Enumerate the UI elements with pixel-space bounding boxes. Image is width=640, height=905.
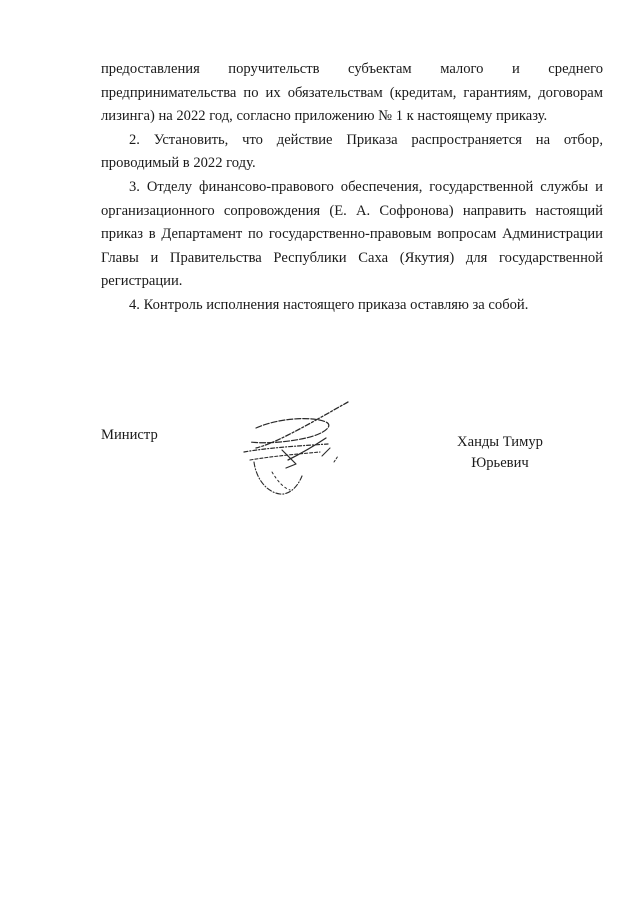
signatory-name-line-2: Юрьевич [471,455,529,471]
paragraph-3: 3. Отделу финансово-правового обеспечения, государственной службы и организационного сопровождения (Е. А. Софронова) направить настоящий приказ в Департамент по государственно-правовым вопросам Администрации Главы и Правительства Республики Саха (Якутия) для государственной регистрации. [101,178,603,290]
handwritten-signature [226,398,356,504]
signatory-name-line-1: Ханды Тимур [457,434,543,450]
paragraph-4: 4. Контроль исполнения настоящего приказа оставляю за собой. [129,296,529,313]
paragraph-2: 2. Установить, что действие Приказа распространяется на отбор, проводимый в 2022 году. [101,131,603,172]
signatory-title: Министр [101,427,158,443]
signatory-name [446,432,554,474]
paragraph-1: предоставления поручительств субъектам малого и среднего предпринимательства по их обязательствам (кредитам, гарантиям, договорам лизинга) на 2022 год, согласно приложению № 1 к настоящему приказу. [101,61,603,125]
